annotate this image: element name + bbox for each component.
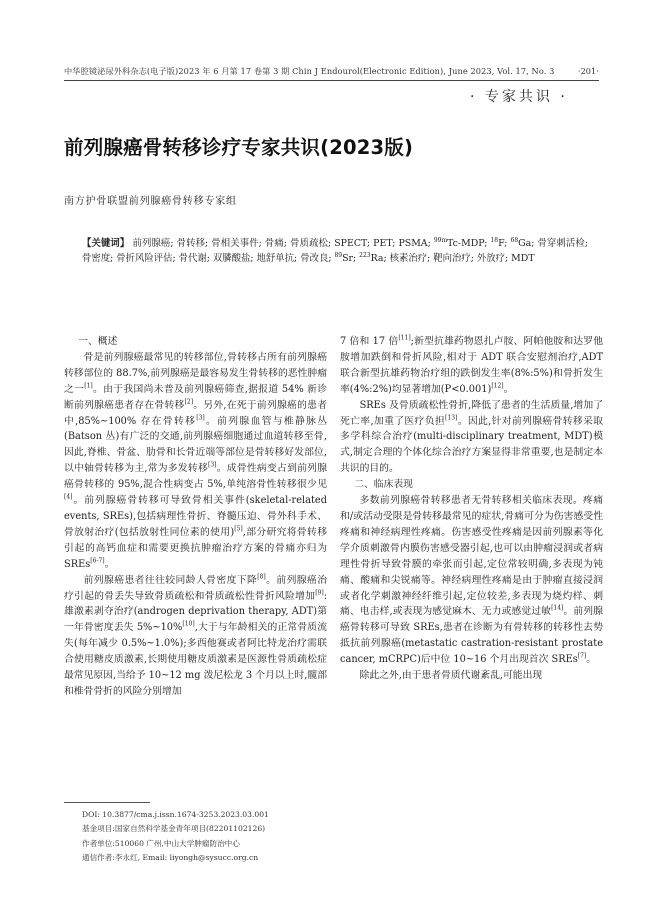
left-column bbox=[64, 334, 327, 700]
keywords-block bbox=[82, 236, 588, 266]
right-column bbox=[340, 334, 603, 684]
article-title: 前列腺癌骨转移诊疗专家共识(2023版) bbox=[64, 136, 414, 159]
paragraph: SREs 及骨质疏松性骨折,降低了患者的生活质量,增加了死亡率,加重了医疗负担[13]。因此,针对前列腺癌骨转移采取多学科综合治疗(multi-disciplinary treatment, MDT)模式,制定合理的个体化综合治疗方案显得非常重要,也是制定本共识的目的。 bbox=[340, 399, 603, 475]
journal-header: 中华腔镜泌尿外科杂志(电子版)2023 年 6 月第 17 卷第 3 期 Chin J Endourol(Electronic Edition), June 2023, Vol. 17, No. 3 bbox=[64, 66, 555, 76]
paragraph: 骨是前列腺癌最常见的转移部位,骨转移占所有前列腺癌转移部位的 88.7%,前列腺癌是最容易发生骨转移的恶性肿瘤之一[1]。由于我国尚未普及前列腺癌筛查,据报道 54% 新诊断前列腺癌患者存在骨转移[2]。另外,在死于前列腺癌的患者中,85%~100% 存在骨转移[3]。前列腺血管与椎静脉丛(Batson 丛)有广泛的交通,前列腺癌细胞通过血道转移至骨,因此,脊椎、骨盆、肋骨和长骨近端等部位是骨转移好发部位,以中轴骨转移为主,常为多发转移[3]。成骨性病变占到前列腺癌骨转移的 95%,混合性病变占 5%,单纯溶骨性转移很少见[4]。前列腺癌骨转移可导致骨相关事件(skeletal-related events, SREs),包括病理性骨折、脊髓压迫、骨外科手术、骨放射治疗(包括放射性同位素的使用)[5],部分研究将骨转移引起的高钙血症和需要更换抗肿瘤治疗方案的骨痛亦归为 SREs[6-7]。 bbox=[64, 351, 328, 570]
section-heading-overview: 一、概述 bbox=[78, 336, 118, 347]
header-rule bbox=[64, 80, 599, 81]
author-group: 南方护骨联盟前列腺癌骨转移专家组 bbox=[64, 196, 237, 207]
keywords-label: 【关键词】 bbox=[82, 238, 130, 249]
page-number: ·201· bbox=[578, 66, 599, 76]
paragraph-continued: 7 倍和 17 倍[11];新型抗雄药物恩扎卢胺、阿帕他胺和达罗他胺增加跌倒和骨折风险,相对于 ADT 联合安慰剂治疗,ADT 联合新型抗雄药物治疗组的跌倒发生率(8%:5%)和骨折发生率(4%:2%)均显著增加(P<0.001)[12]。 bbox=[340, 334, 603, 395]
footnote-correspondence: 通信作者:李永红, Email: liyongh@sysucc.org.cn bbox=[82, 853, 259, 863]
footnotes bbox=[82, 808, 269, 866]
footnote-affiliation: 作者单位:510060 广州,中山大学肿瘤防治中心 bbox=[82, 838, 240, 848]
section-heading-clinical: 二、临床表现 bbox=[354, 479, 413, 491]
footnote-funding: 基金项目:国家自然科学基金青年项目(82201102126) bbox=[82, 824, 266, 834]
paragraph: 前列腺癌患者往往较同龄人骨密度下降[8]。前列腺癌治疗引起的骨丢失导致骨质疏松和骨质疏松性骨折风险增加[9]:雄激素剥夺治疗(androgen deprivation therapy, ADT)第一年骨密度丢失 5%~10%[10],大于与年龄相关的正常骨质流失(每年减少 0.5%~1.0%);多西他赛或者阿比特龙治疗需联合使用糖皮质激素,长期使用糖皮质激素是医源性骨质疏松症最常见原因,当给予 10~12 mg 泼尼松龙 3 个月以上时,髋部和椎骨骨折的风险分别增加 bbox=[64, 573, 328, 697]
keywords-text: 前列腺癌; 骨转移; 骨相关事件; 骨痛; 骨质疏松; SPECT; PET; PSMA; $^{99m}$Tc-MDP; $^{18}$F; $^{68}$Ga; 骨穿刺活检; 骨密度; 骨折风险评估; 骨代谢; 双膦酸盐; 地舒单抗; 骨改良; $^{89}$Sr; $^{223}$Ra; 核素治疗; 靶向治疗; 外放疗; MDT bbox=[82, 236, 589, 264]
paragraph: 除此之外,由于患者骨质代谢紊乱,可能出现 bbox=[359, 670, 543, 682]
footnote-rule bbox=[64, 802, 150, 803]
paragraph: 多数前列腺癌骨转移患者无骨转移相关临床表现。疼痛和/或活动受限是骨转移最常见的症状,骨痛可分为伤害感受性疼痛和神经病理性疼痛。伤害感受性疼痛是因前列腺素等化学介质刺激骨内膜伤害感受器引起,也可以由肿瘤浸润或者病理性骨折导致骨膜的牵张而引起,定位常较明确,多表现为钝痛、酸痛和尖锐痛等。神经病理性疼痛是由于肿瘤直接浸润或者化学刺激神经纤维引起,定位较差,多表现为烧灼样、刺痛、电击样,或表现为感觉麻木、无力或感觉过敏[14]。前列腺癌骨转移可导致 SREs,患者在诊断为有骨转移的转移性去势抵抗前列腺癌(metastatic castration-resistant prostate cancer, mCRPC)后中位 10~16 个月出现首次 SREs[7]。 bbox=[340, 495, 603, 666]
footnote-doi: DOI: 10.3877/cma.j.issn.1674-3253.2023.03.001 bbox=[82, 810, 269, 819]
section-label: · 专家共识 · bbox=[470, 89, 568, 105]
